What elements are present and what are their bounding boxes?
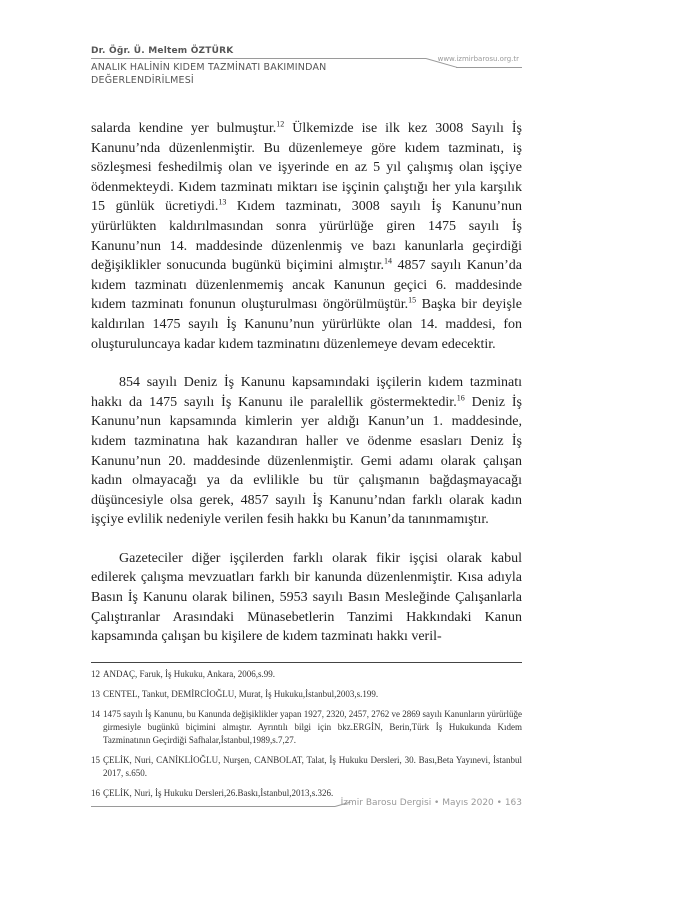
- header-author: Dr. Öğr. Ü. Meltem ÖZTÜRK: [91, 46, 234, 56]
- footnote-text: ANDAÇ, Faruk, İş Hukuku, Ankara, 2006,s.99.: [103, 669, 275, 679]
- body-text-run: Gazeteciler diğer işçilerden farklı olarak fikir işçisi olarak kabul edilerek çalışma mevzuatları farklı bir kanunda düzenlenmiştir. Kısa adıyla Basın İş Kanunu olarak bilinen, 5953 sayılı Basın Mesleğinde Çalışanlarla Çalıştıranlar Arasındaki Münasebetlerin Tanzimi Hakkındaki Kanun kapsamında çalışan bu kişilere de kıdem tazminatı hakkı veril-: [91, 550, 522, 645]
- footnote-ref: 12: [276, 119, 285, 129]
- body-text-run: 4857 sayılı Kanun’da kıdem tazminatı düzenlenmemiş ancak Kanunun geçici 6. maddesinde kıdem tazminatı fonunun oluşturulması öngörülmüştür.: [91, 258, 523, 313]
- footnote: [91, 668, 522, 681]
- footnote-separator: [91, 662, 522, 663]
- body-paragraph: [91, 373, 522, 530]
- footnote-text: ÇELİK, Nuri, İş Hukuku Dersleri,26.Baskı,İstanbul,2013,s.326.: [103, 788, 334, 798]
- body-text-run: Deniz İş Kanunu’nun kapsamında kimlerin yer aldığı Kanun’un 1. maddesinde, kıdem tazminatına hak kazandıran haller ve ödenme esasları Deniz İş Kanunu’nun 20. maddesinde düzenlenmiştir. Gemi adamı olarak çalışan kadın olmayacağı ya da evlilikle bu tür çalışmanın bağdaşmayacağı düşüncesiyle olsa gerek, 4857 sayılı İş Kanunu’ndan farklı olarak kadın işçiye evlilik nedeniyle verilen fesih hakkı bu Kanun’da tanınmamıştır.: [91, 394, 523, 528]
- header-rule-right: [456, 67, 522, 68]
- footnote-number: 13: [91, 689, 100, 699]
- footer-rule: [91, 806, 335, 807]
- header-article-title: [91, 61, 326, 87]
- body-text-run: Ülkemizde ise ilk kez 3008 Sayılı İş Kanunu’nda düzenlenmiştir. Bu düzenlemeye göre kıdem tazminatı, iş sözleşmesi feshedilmiş olan ve işyerinde en az 5 yıl çalışmış olan işçiye ödenmekteydi. Kıdem tazminatı miktarı ise işçinin çalıştığı her yıla karşılık 15 günlük ücretiydi.: [91, 121, 522, 215]
- footnote-ref: 15: [408, 295, 417, 305]
- body-text-run: 854 sayılı Deniz İş Kanunu kapsamındaki işçilerin kıdem tazminatı hakkı da 1475 sayılı İş Kanunu ile paralellik göstermektedir.: [91, 375, 522, 410]
- footnote-ref: 14: [384, 256, 392, 266]
- footnote-number: 14: [91, 709, 100, 719]
- body-paragraph: [91, 119, 522, 354]
- footnote: [91, 688, 522, 701]
- footnote: [91, 708, 522, 747]
- footnote-text: ÇELİK, Nuri, CANİKLİOĞLU, Nurşen, CANBOLAT, Talat, İş Hukuku Dersleri, 30. Bası,Beta Yayınevi, İstanbul 2017, s.650.: [103, 755, 522, 778]
- main-text: [91, 119, 522, 666]
- header-title-line2: DEĞERLENDİRİLMESİ: [91, 75, 194, 86]
- footnote-number: 15: [91, 755, 100, 765]
- page-footer: İzmir Barosu Dergisi • Mayıs 2020 • 163: [340, 798, 522, 808]
- footnote-text: 1475 sayılı İş Kanunu, bu Kanunda değişiklikler yapan 1927, 2320, 2457, 2762 ve 2869 sayılı Kanunların yürürlüğe girmesiyle bugünkü biçimini almıştır. Ayrıntılı bilgi için bkz.ERGİN, Berin,Türk İş Hukukunda Kıdem Tazminatının Geçirdiği Safhalar,İstanbul,1989,s.7,27.: [103, 709, 522, 745]
- footnote-number: 12: [91, 669, 100, 679]
- body-paragraph: [91, 549, 522, 647]
- body-text-run: salarda kendine yer bulmuştur.: [91, 121, 277, 136]
- footnote: [91, 754, 522, 780]
- header-title-line1: ANALIK HALİNİN KIDEM TAZMİNATI BAKIMINDAN: [91, 62, 327, 73]
- header-rule: [91, 58, 426, 59]
- body-text-run: Başka bir deyişle kaldırılan 1475 sayılı İş Kanunu’nun yürürlükte olan 14. maddesi, fon oluşturuluncaya kadar kıdem tazminatını düzenlemeye devam edecektir.: [91, 297, 523, 352]
- header-url: www.izmirbarosu.org.tr: [437, 55, 519, 63]
- footnote-number: 16: [91, 788, 100, 798]
- body-text-run: Kıdem tazminatı, 3008 sayılı İş Kanunu’nun yürürlükten kaldırılmasından sonra yürürlüğe giren 1475 sayılı İş Kanunu’nun 14. maddesinde düzenlenmiş ve bazı kanunlarla geçirdiği değişiklikler sonucunda bugünkü biçimini almıştır.: [91, 199, 522, 274]
- footnotes: [91, 668, 522, 807]
- footnote-text: CENTEL, Tankut, DEMİRCİOĞLU, Murat, İş Hukuku,İstanbul,2003,s.199.: [103, 689, 379, 699]
- footnote-ref: 13: [218, 197, 227, 207]
- footnote-ref: 16: [456, 393, 465, 403]
